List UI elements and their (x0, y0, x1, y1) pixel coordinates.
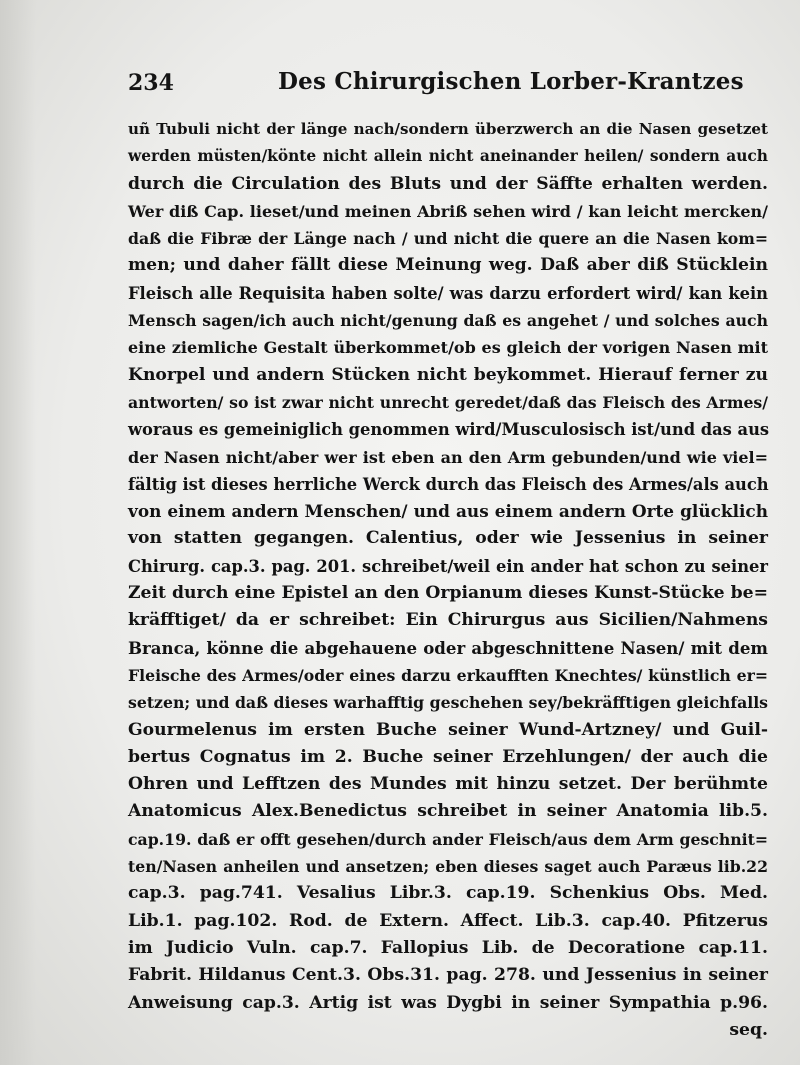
text-line: Fabrit. Hildanus Cent.3. Obs.31. pag. 278. und Jessenius in seiner (128, 965, 768, 986)
text-line: Zeit durch eine Epistel an den Orpianum dieses Kunst-Stücke be= (128, 583, 768, 604)
text-line: kräfftiget/ da er schreibet: Ein Chirurgus aus Sicilien/Nahmens (128, 610, 768, 631)
text-line: von statten gegangen. Calentius, oder wie Jessenius in seiner (128, 528, 768, 549)
page-header (128, 66, 768, 106)
text-line: Gourmelenus im ersten Buche seiner Wund-Artzney/ und Guil- (128, 719, 768, 740)
text-line: Anatomicus Alex.Benedictus schreibet in seiner Anatomia lib.5. (128, 801, 768, 822)
page-number: 234 (128, 70, 174, 96)
text-line: der Nasen nicht/aber wer ist eben an den Arm gebunden/und wie viel= (128, 447, 768, 467)
text-line: werden müsten/könte nicht allein nicht aneinander heilen/ sondern auch (128, 147, 768, 166)
text-line: Ohren und Lefftzen des Mundes mit hinzu setzet. Der berühmte (128, 774, 768, 795)
text-line: Lib.1. pag.102. Rod. de Extern. Affect. Lib.3. cap.40. Pfitzerus (128, 910, 768, 931)
text-line: fältig ist dieses herrliche Werck durch das Fleisch des Armes/als auch (128, 474, 769, 494)
text-line: cap.19. daß er offt gesehen/durch ander Fleisch/aus dem Arm geschnit= (128, 829, 768, 849)
text-line: daß die Fibræ der Länge nach / und nicht die quere an die Nasen kom= (128, 229, 768, 249)
text-line: antworten/ so ist zwar nicht unrecht geredet/daß das Fleisch des Armes/ (128, 392, 768, 412)
text-line: bertus Cognatus im 2. Buche seiner Erzehlungen/ der auch die (128, 746, 768, 767)
text-line: eine ziemliche Gestalt überkommet/ob es gleich der vorigen Nasen mit (128, 338, 768, 358)
text-line: Branca, könne die abgehauene oder abgeschnittene Nasen/ mit dem (128, 637, 768, 658)
page-edge-shadow (0, 0, 36, 1065)
text-line: woraus es gemeiniglich genommen wird/Musculosisch ist/und das aus (128, 420, 770, 440)
running-title: Des Chirurgischen Lorber-Krantzes (278, 68, 744, 95)
text-line: men; und daher fällt diese Meinung weg. Daß aber diß Stücklein (128, 255, 768, 276)
text-line: Fleische des Armes/oder eines darzu erkaufften Knechtes/ künstlich er= (128, 665, 768, 685)
text-line: Mensch sagen/ich auch nicht/genung daß es angehet / und solches auch (128, 311, 768, 331)
text-line: Wer diß Cap. lieset/und meinen Abriß sehen wird / kan leicht mercken/ (128, 201, 768, 221)
text-line: durch die Circulation des Bluts und der Säffte erhalten werden. (128, 173, 768, 194)
text-line-catchword: seq. (729, 1019, 768, 1040)
body-text (128, 116, 768, 1044)
text-line: Knorpel und andern Stücken nicht beykommet. Hierauf ferner zu (128, 364, 768, 385)
text-line: Anweisung cap.3. Artig ist was Dygbi in seiner Sympathia p.96. (128, 992, 768, 1013)
text-line: cap.3. pag.741. Vesalius Libr.3. cap.19. Schenkius Obs. Med. (128, 883, 768, 904)
text-line: ten/Nasen anheilen und ansetzen; eben dieses saget auch Paræus lib.22 (128, 857, 768, 877)
text-line: Fleisch alle Requisita haben solte/ was darzu erfordert wird/ kan kein (128, 283, 768, 303)
text-line: Chirurg. cap.3. pag. 201. schreibet/weil ein ander hat schon zu seiner (128, 556, 768, 576)
text-line: von einem andern Menschen/ und aus einem andern Orte glücklich (128, 501, 768, 522)
text-line: uñ Tubuli nicht der länge nach/sondern überzwerch an die Nasen gesetzet (128, 120, 768, 138)
text-line: im Judicio Vuln. cap.7. Fallopius Lib. de Decoratione cap.11. (128, 937, 768, 958)
text-line: setzen; und daß dieses warhafftig geschehen sey/bekräfftigen gleichfalls (128, 693, 768, 713)
